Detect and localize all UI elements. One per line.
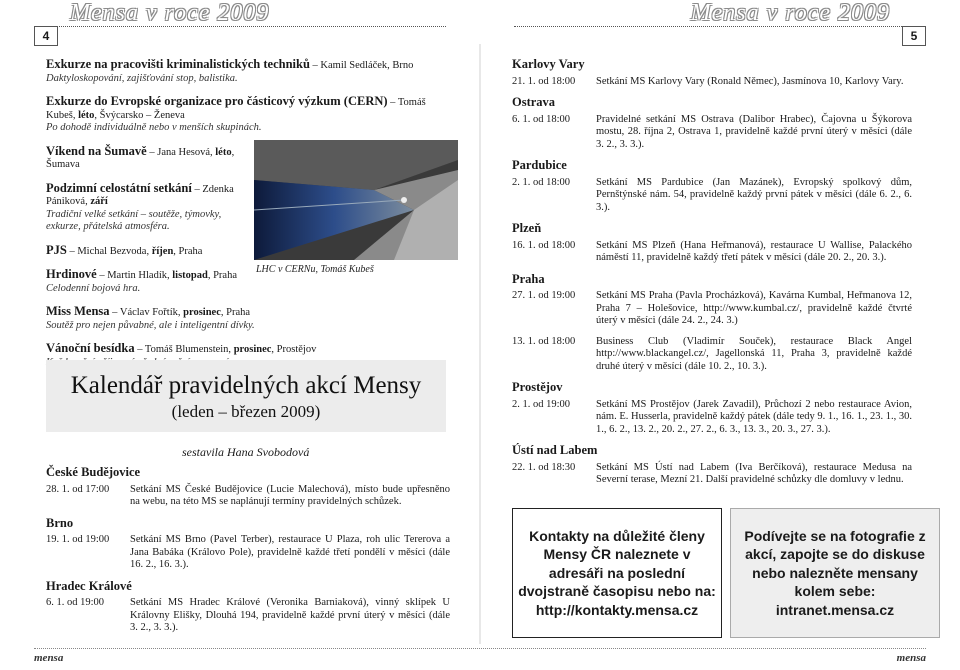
- event-title: Víkend na Šumavě: [46, 143, 147, 158]
- event-organizer: – Kamil Sedláček, Brno: [309, 60, 414, 71]
- event-organizer: – Michal Bezvoda,: [66, 245, 152, 257]
- event-organizer: – Zdenka Pániková,: [46, 183, 234, 207]
- event-description: Tradiční velké setkání – soutěže, týmovky, exkurze, přátelská atmosféra.: [46, 208, 222, 232]
- event-item: [46, 58, 456, 85]
- calendar-title: Kalendář pravidelných akcí Mensy: [70, 372, 422, 399]
- footer-rule: [34, 648, 926, 649]
- event-place: , Praha: [220, 307, 251, 318]
- event-place: , Švýcarsko – Ženeva: [94, 109, 185, 121]
- lhc-tunnel-image: [254, 140, 458, 260]
- meeting-date: 19. 1. od 19:00: [46, 534, 110, 545]
- meeting-date: 6. 1. od 19:00: [46, 597, 105, 608]
- event-organizer: – Martin Hladík,: [96, 270, 173, 281]
- calendar-right: [512, 58, 912, 495]
- meeting-date: 28. 1. od 17:00: [46, 483, 110, 495]
- event-place: , Prostějov: [271, 344, 317, 355]
- page-number-left: 4: [34, 26, 58, 46]
- meeting-entry: [46, 597, 450, 635]
- meeting-entry: [512, 462, 912, 487]
- meeting-text: Setkání MS Hradec Králové (Veronika Barniaková), vinný sklípek U Královny Elišky, Dlouhá 194, pravidelně každé první úterý v měsíci (dále 3. 2., 3. 3.).: [130, 597, 450, 633]
- event-description: Celodenní bojová hra.: [46, 282, 141, 294]
- event-item: [46, 305, 456, 332]
- meeting-entry: [512, 336, 912, 374]
- city-block: [512, 381, 912, 436]
- meeting-text: Setkání MS Karlovy Vary (Ronald Němec), Jasmínova 10, Karlovy Vary.: [596, 75, 904, 87]
- mensa-logo-left: mensa: [34, 652, 64, 664]
- city-name: Brno: [46, 515, 74, 530]
- event-organizer: – Tomáš Kubeš,: [46, 97, 426, 121]
- meeting-text: Setkání MS Ústí nad Labem (Iva Berčíková), restaurace Medusa na Severní terase, Mezní 21. Další pravidelné schůzky dle domluvy v lednu.: [596, 461, 912, 485]
- meeting-entry: [512, 399, 912, 437]
- photo-caption: LHC v CERNu, Tomáš Kubeš: [256, 264, 374, 275]
- city-block: [512, 222, 912, 265]
- meeting-entry: [46, 534, 450, 572]
- city-block: [46, 580, 450, 635]
- calendar-left: [46, 466, 450, 643]
- event-title: PJS: [46, 242, 67, 257]
- meeting-text: Setkání MS České Budějovice (Lucie Malechová), místo bude upřesněno na webu, na této MS se naplánují termíny pravidelných schůzek.: [130, 483, 450, 507]
- event-organizer: – Tomáš Blumenstein,: [134, 344, 234, 355]
- meeting-date: 13. 1. od 18:00: [512, 335, 576, 347]
- event-when: prosinec: [233, 344, 272, 355]
- mensa-logo-right: mensa: [896, 652, 926, 664]
- meeting-date: 16. 1. od 18:00: [512, 239, 576, 251]
- meeting-entry: [512, 76, 912, 89]
- header-rule-left: [34, 26, 446, 29]
- city-name: Hradec Králové: [46, 578, 132, 593]
- city-name: Pardubice: [512, 158, 567, 172]
- contacts-box: Kontakty na důležité členy Mensy ČR naleznete v adresáři na poslední dvojstraně časopisu nebo na: http://kontakty.mensa.cz: [512, 508, 722, 638]
- event-line: [46, 58, 456, 73]
- meeting-text: Pravidelné setkání MS Ostrava (Dalibor Hrabec), Čajovna u Šýkorova mostu, 28. října 2, Ostrava 1, pravidelně každé první úterý v měsíci (dále 3. 2., 3. 3.).: [596, 113, 912, 150]
- city-name: Ostrava: [512, 95, 556, 109]
- running-header-right: Mensa v roce 2009: [690, 0, 890, 26]
- event-title: Miss Mensa: [46, 304, 110, 318]
- event-when: léto: [215, 146, 232, 158]
- event-line: [46, 268, 246, 283]
- meeting-date: 27. 1. od 19:00: [512, 290, 576, 301]
- event-item: [46, 95, 456, 135]
- event-when: prosinec: [183, 307, 221, 318]
- meeting-text: Setkání MS Brno (Pavel Terber), restaurace U Plaza, roh ulic Tererova a Jana Babáka (Královo Pole), pravidelně každé třetí pondělí v měsíci (dále 16. 2., 16. 3.).: [130, 534, 450, 570]
- city-block: [46, 517, 450, 572]
- page-number-right: 5: [902, 26, 926, 46]
- meeting-entry: [512, 240, 912, 265]
- event-line: [46, 182, 246, 209]
- event-description: Daktyloskopování, zajišťování stop, balistika.: [46, 72, 238, 84]
- event-organizer: – Jana Hesová,: [146, 146, 216, 158]
- event-title: Vánoční besídka: [46, 341, 135, 355]
- running-header-left: Mensa v roce 2009: [70, 0, 270, 26]
- city-block: [512, 58, 912, 88]
- header-rule-right: [514, 26, 926, 29]
- event-when: léto: [78, 109, 95, 121]
- event-place: , Praha: [207, 270, 238, 281]
- event-description: Soutěž pro nejen půvabné, ale i inteligentní dívky.: [46, 319, 255, 331]
- event-place: , Praha: [173, 245, 203, 257]
- event-when: říjen: [151, 245, 174, 257]
- event-line: [46, 95, 456, 122]
- meeting-date: 2. 1. od 18:00: [512, 176, 571, 188]
- calendar-subtitle: (leden – březen 2009): [171, 402, 321, 421]
- event-item: [46, 182, 246, 234]
- meeting-text: Setkání MS Plzeň (Hana Heřmanová), restaurace U Wallise, Palackého náměstí 11, pravidelně každý třetí pátek v měsíci (dále 20. 2., 20. 3.).: [596, 239, 912, 263]
- city-name: České Budějovice: [46, 465, 141, 479]
- calendar-banner: [46, 360, 446, 432]
- city-name: Praha: [512, 271, 545, 286]
- meeting-text: Setkání MS Pardubice (Jan Mazánek), Evropský spolkový dům, Pernštýnské nám. 54, pravidelně každý první pátek v měsíci (dále 6. 2., 6. 3.).: [596, 176, 912, 213]
- city-block: [512, 444, 912, 487]
- meeting-date: 2. 1. od 19:00: [512, 398, 571, 410]
- city-block: [512, 159, 912, 214]
- event-item: [46, 268, 246, 295]
- byline: sestavila Hana Svobodová: [182, 445, 310, 459]
- meeting-date: 22. 1. od 18:30: [512, 461, 576, 473]
- event-when: listopad: [172, 270, 208, 281]
- event-line: [46, 145, 246, 172]
- event-description: Po dohodě individuálně nebo v menších skupinách.: [46, 122, 262, 133]
- city-name: Plzeň: [512, 221, 542, 235]
- meeting-text: Business Club (Vladimír Souček), restaurace Black Angel http://www.blackangel.cz/, Jagellonská 11, Praha 3, pravidelně každé druhé úterý v měsíci (dále 10. 2., 10. 3.).: [596, 335, 912, 372]
- meeting-text: Setkání MS Praha (Pavla Procházková), Kavárna Kumbal, Heřmanova 12, Praha 7 – Holešovice, http://www.kumbal.cz/, pravidelně každé čtvrté úterý v měsíci (dále 24. 2., 24. 3.): [596, 290, 912, 326]
- event-item: [46, 145, 246, 172]
- meeting-entry: [512, 114, 912, 152]
- event-title: Exkurze na pracovišti kriminalistických techniků: [46, 57, 310, 71]
- meeting-date: 6. 1. od 18:00: [512, 113, 571, 125]
- meeting-entry: [512, 290, 912, 328]
- meeting-text: Setkání MS Prostějov (Jarek Zavadil), Průchozí 2 nebo restaurace Avion, nám. E. Husserla, pravidelně každý pátek (dále tedy 9. 1., 16. 1., 23. 1., 30. 1., 6. 2., 13. 2., 20. 2., 27. 2., 6. 3., 13. 3., 20. 3., 27. 3.).: [596, 398, 912, 435]
- event-place: , Šumava: [46, 146, 235, 170]
- event-line: [46, 342, 456, 357]
- city-name: Ústí nad Labem: [512, 443, 598, 457]
- footer: [0, 640, 960, 670]
- event-organizer: – Václav Fořtík,: [109, 307, 184, 318]
- lhc-photo: [254, 140, 458, 260]
- event-title: Hrdinové: [46, 267, 97, 281]
- event-when: září: [90, 196, 108, 207]
- event-line: [46, 305, 456, 320]
- event-title: Podzimní celostátní setkání: [46, 180, 192, 195]
- meeting-entry: [46, 484, 450, 509]
- event-title: Exkurze do Evropské organizace pro částicový výzkum (CERN): [46, 94, 388, 108]
- page-gutter: [479, 44, 481, 644]
- city-name: Karlovy Vary: [512, 57, 585, 71]
- city-name: Prostějov: [512, 380, 563, 394]
- meeting-date: 21. 1. od 18:00: [512, 75, 576, 87]
- intranet-box: Podívejte se na fotografie z akcí, zapojte se do diskuse nebo nalezněte mensany kolem sebe: intranet.mensa.cz: [730, 508, 940, 638]
- city-block: [46, 466, 450, 509]
- city-block: [512, 273, 912, 374]
- meeting-entry: [512, 177, 912, 215]
- city-block: [512, 96, 912, 151]
